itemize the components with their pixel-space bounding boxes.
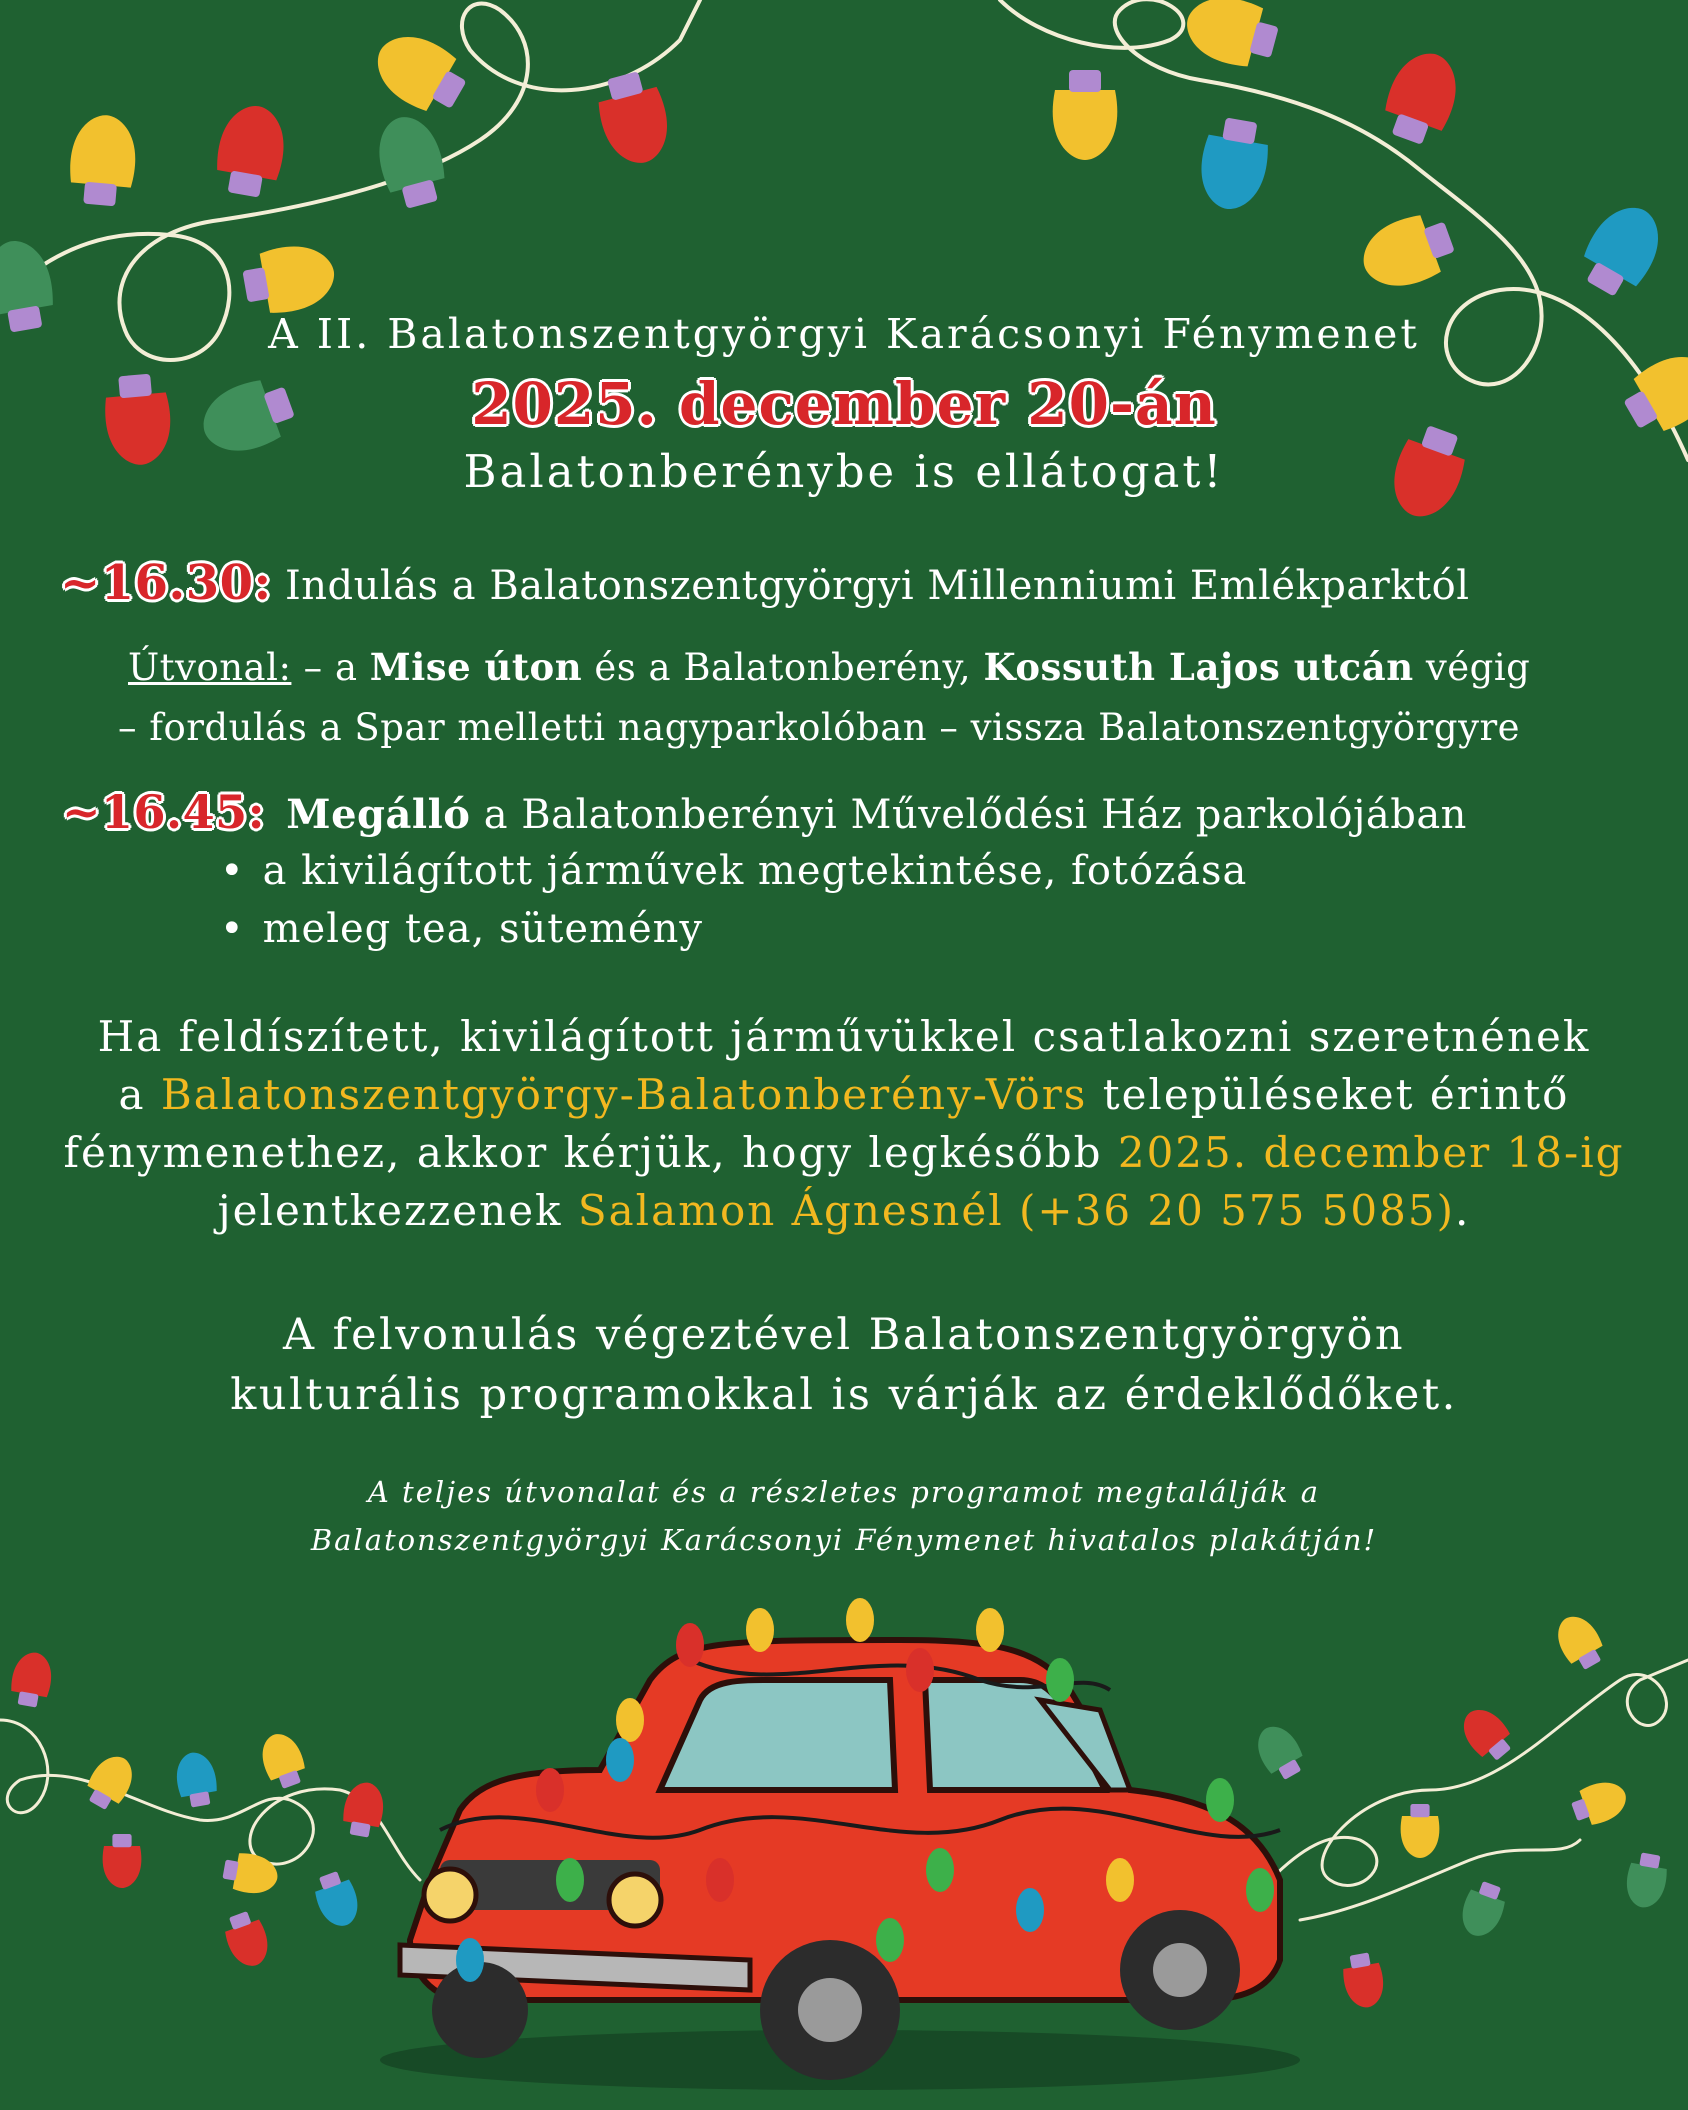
closing-paragraph <box>0 1305 1688 1425</box>
closing-line-2: kulturális programokkal is várják az érdeklődőket. <box>230 1370 1458 1420</box>
list-item: • a kivilágított járművek megtekintése, fotózása <box>220 848 1247 894</box>
settlements-highlight: Balatonszentgyörgy-Balatonberény-Vörs <box>160 1070 1088 1119</box>
closing-line-1: A felvonulás végeztével Balatonszentgyörgyön <box>282 1310 1406 1360</box>
start-time: ~16.30: <box>60 555 272 611</box>
start-row <box>60 555 1470 611</box>
route-label: Útvonal: <box>128 646 292 689</box>
route-text-a: – a <box>291 646 370 689</box>
invite-line-1: Ha feldíszített, kivilágított járművükkel csatlakozni szeretnének <box>97 1012 1591 1061</box>
route-text-c: és a Balatonberény, <box>582 646 984 689</box>
route-line-1 <box>128 645 1530 689</box>
route-street-1: Mise úton <box>369 645 583 689</box>
route-text-e: végig <box>1413 646 1531 689</box>
stop-text: a Balatonberényi Művelődési Ház parkolójában <box>470 792 1467 838</box>
invite-line-3: fénymenethez, akkor kérjük, hogy legkésőbb 2025. december 18-ig <box>63 1128 1625 1177</box>
stop-row <box>62 785 1467 839</box>
invite-paragraph <box>0 1008 1688 1240</box>
list-item: • meleg tea, sütemény <box>220 906 1247 952</box>
footnote <box>0 1468 1688 1564</box>
stop-label: Megálló <box>286 791 471 838</box>
event-subtitle: Balatonberénybe is ellátogat! <box>463 445 1225 498</box>
deadline-highlight: 2025. december 18-ig <box>1117 1128 1625 1177</box>
invite-line-4: jelentkezzenek Salamon Ágnesnél (+36 20 575 5085). <box>217 1186 1471 1235</box>
start-text: Indulás a Balatonszentgyörgyi Millenniumi Emlékparktól <box>284 563 1470 609</box>
route-street-2: Kossuth Lajos utcán <box>983 645 1414 689</box>
footnote-line-2: Balatonszentgyörgyi Karácsonyi Fénymenet hivatalos plakátján! <box>310 1523 1378 1557</box>
stop-bullet-list <box>220 848 1247 964</box>
invite-line-2: a Balatonszentgyörgy-Balatonberény-Vörs településeket érintő <box>118 1070 1570 1119</box>
event-date: 2025. december 20-án <box>471 370 1217 438</box>
event-title: A II. Balatonszentgyörgyi Karácsonyi Fénymenet <box>268 310 1420 358</box>
contact-highlight: Salamon Ágnesnél (+36 20 575 5085) <box>577 1186 1455 1235</box>
footnote-line-1: A teljes útvonalat és a részletes programot megtalálják a <box>367 1475 1321 1509</box>
stop-time: ~16.45: <box>62 785 266 839</box>
route-line-2: – fordulás a Spar melletti nagyparkolóban – vissza Balatonszentgyörgyre <box>118 706 1521 749</box>
